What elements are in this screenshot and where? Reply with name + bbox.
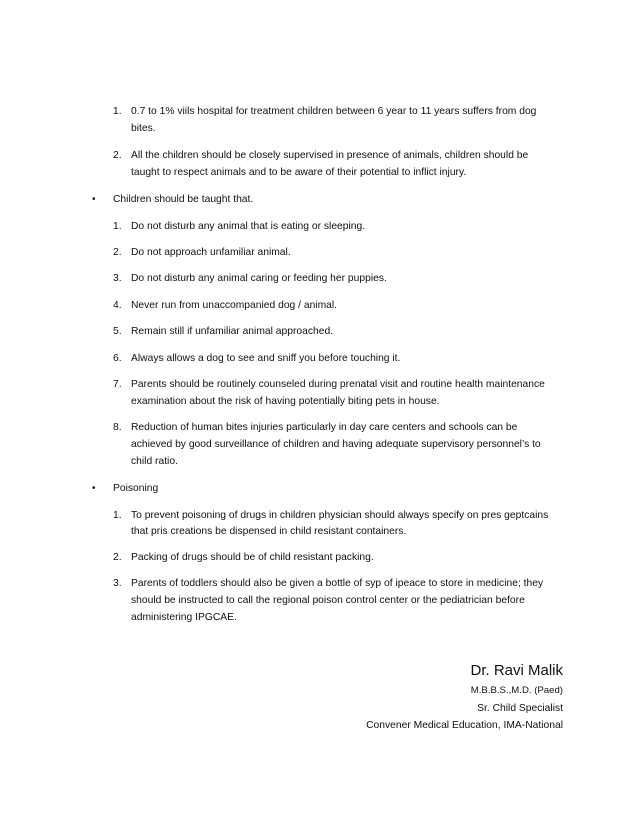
signature-name: Dr. Ravi Malik (470, 662, 563, 679)
item-number: 5. (113, 326, 122, 337)
item-text: examination about the risk of having potentially biting pets in house. (131, 396, 440, 407)
item-number: 3. (113, 578, 122, 589)
item-number: 6. (113, 353, 122, 364)
item-number: 2. (113, 552, 122, 563)
item-text: 0.7 to 1% viils hospital for treatment children between 6 year to 11 years suffers from dog (131, 106, 537, 117)
item-number: 2. (113, 247, 122, 258)
bullet-icon: • (92, 194, 96, 205)
item-text: bites. (131, 123, 156, 134)
item-text: To prevent poisoning of drugs in children physician should always specify on pres geptcains (131, 510, 549, 521)
signature-title: Sr. Child Specialist (477, 703, 563, 714)
item-number: 7. (113, 379, 122, 390)
signature-role: Convener Medical Education, IMA-National (366, 720, 563, 731)
item-number: 2. (113, 150, 122, 161)
item-text: Reduction of human bites injuries particularly in day care centers and schools can be (131, 422, 518, 433)
item-text: achieved by good surveillance of children and having adequate supervisory personnel’s to (131, 439, 541, 450)
item-number: 8. (113, 422, 122, 433)
item-text: that pris creations be dispensed in child resistant containers. (131, 526, 407, 537)
item-text: Never run from unaccompanied dog / animal. (131, 300, 338, 311)
item-text: administering IPGCAE. (131, 612, 237, 623)
item-number: 4. (113, 300, 122, 311)
item-number: 3. (113, 273, 122, 284)
section-heading: Poisoning (113, 483, 159, 494)
item-text: should be instructed to call the regional poison control center or the pediatrician before (131, 595, 525, 606)
bullet-icon: • (92, 483, 96, 494)
item-text: child ratio. (131, 456, 178, 467)
item-text: Do not approach unfamiliar animal. (131, 247, 291, 258)
item-text: Do not disturb any animal caring or feeding her puppies. (131, 273, 387, 284)
item-number: 1. (113, 221, 122, 232)
item-text: Parents should be routinely counseled during prenatal visit and routine health maintenance (131, 379, 545, 390)
item-text: All the children should be closely supervised in presence of animals, children should be (131, 150, 529, 161)
item-text: Parents of toddlers should also be given a bottle of syp of ipeace to store in medicine; they (131, 578, 544, 589)
item-number: 1. (113, 510, 122, 521)
item-text: Always allows a dog to see and sniff you before touching it. (131, 353, 401, 364)
section-heading: Children should be taught that. (113, 194, 254, 205)
item-text: Do not disturb any animal that is eating or sleeping. (131, 221, 366, 232)
item-text: taught to respect animals and to be aware of their potential to inflict injury. (131, 167, 467, 178)
item-text: Packing of drugs should be of child resistant packing. (131, 552, 374, 563)
item-text: Remain still if unfamiliar animal approached. (131, 326, 334, 337)
item-number: 1. (113, 106, 122, 117)
signature-degrees: M.B.B.S.,M.D. (Paed) (470, 685, 563, 696)
